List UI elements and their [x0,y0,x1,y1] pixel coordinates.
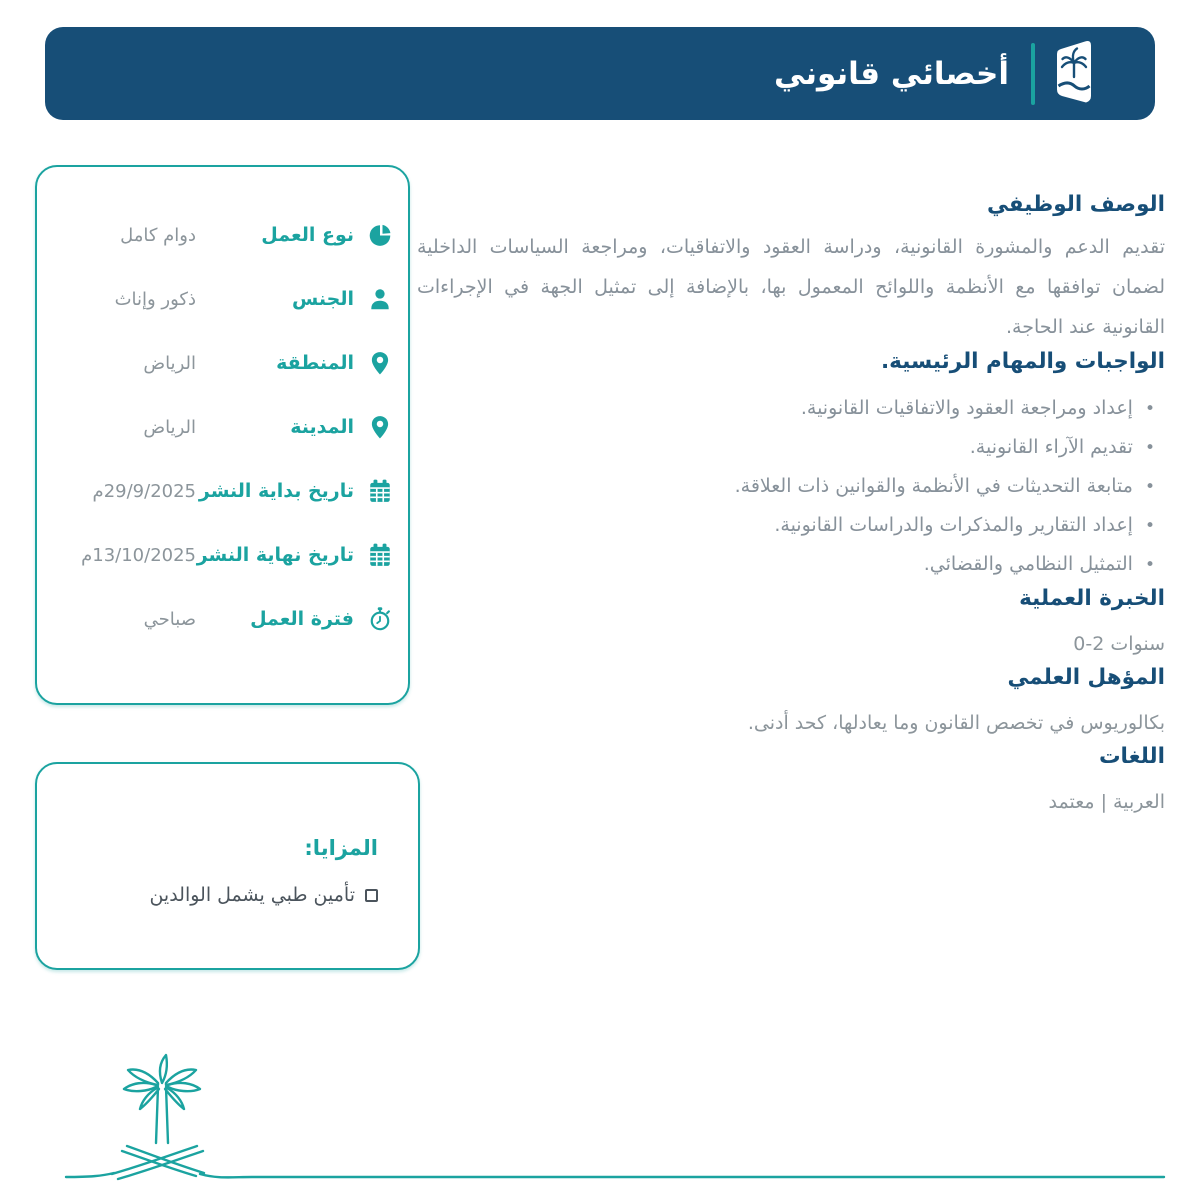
detail-value: دوام كامل [120,224,196,246]
stopwatch-icon [366,605,394,633]
header-divider [1031,43,1035,105]
palm-flag-logo-icon [1051,39,1097,109]
calendar-icon [366,477,394,505]
location-pin-icon [366,349,394,377]
benefits-title: المزايا: [304,836,378,860]
section-title-languages: اللغات [1098,744,1165,769]
qualification-value: بكالوريوس في تخصص القانون وما يعادلها، كحد أدنى. [747,712,1165,734]
detail-row-city [51,395,394,459]
bullet-icon: • [1144,516,1155,536]
experience-value: 0-2 سنوات [1073,633,1165,655]
benefit-item [57,884,378,906]
list-item: • التمثيل النظامي والقضائي. [417,545,1155,584]
list-item: • تقديم الآراء القانونية. [417,428,1155,467]
detail-value: 29/9/2025م [92,480,196,502]
detail-row-region [51,331,394,395]
page-header [45,27,1155,120]
main-content [417,190,1165,821]
job-details-card [35,165,410,705]
section-title-qualification: المؤهل العلمي [1007,665,1165,690]
detail-label: تاريخ نهاية النشر [196,544,354,566]
list-item: • إعداد ومراجعة العقود والاتفاقيات القانونية. [417,389,1155,428]
detail-value: ذكور وإناث [114,288,196,310]
detail-value: الرياض [143,352,196,374]
detail-label: الجنس [292,288,354,310]
duties-list [417,389,1165,584]
bullet-icon: • [1144,477,1155,497]
detail-row-work-type [51,203,394,267]
bullet-icon: • [1144,555,1155,575]
bullet-icon: • [1144,399,1155,419]
detail-value: 13/10/2025م [81,544,196,566]
languages-value: العربية | معتمد [1048,791,1165,813]
detail-label: المدينة [290,416,354,438]
location-pin-icon [366,413,394,441]
detail-label: فترة العمل [250,608,354,630]
calendar-icon [366,541,394,569]
checkbox-square-icon [365,889,378,902]
detail-row-publish-start [51,459,394,523]
person-icon [366,285,394,313]
detail-row-work-period [51,587,394,651]
job-description-text: تقديم الدعم والمشورة القانونية، ودراسة العقود والاتفاقيات، ومراجعة السياسات الداخلية لضمان توافقها مع الأنظمة واللوائح المعمول بها، بالإضافة إلى تمثيل الجهة في الإجراءات القانونية عند الحاجة. [417,236,1165,338]
detail-label: المنطقة [276,352,354,374]
palm-tree-footer-art-icon [0,1040,1200,1195]
detail-label: تاريخ بداية النشر [198,480,354,502]
bullet-icon: • [1144,438,1155,458]
benefit-text: تأمين طبي يشمل الوالدين [149,884,355,906]
detail-row-publish-end [51,523,394,587]
section-title-job-description: الوصف الوظيفي [987,192,1165,217]
list-item: • إعداد التقارير والمذكرات والدراسات القانونية. [417,506,1155,545]
benefits-card [35,762,420,970]
job-title: أخصائي قانوني [774,55,1009,92]
section-title-experience: الخبرة العملية [1019,586,1165,611]
detail-row-gender [51,267,394,331]
detail-value: الرياض [143,416,196,438]
detail-value: صباحي [143,608,196,630]
list-item: • متابعة التحديثات في الأنظمة والقوانين ذات العلاقة. [417,467,1155,506]
pie-chart-icon [366,221,394,249]
detail-label: نوع العمل [261,224,354,246]
section-title-duties: الواجبات والمهام الرئيسية. [881,349,1165,374]
